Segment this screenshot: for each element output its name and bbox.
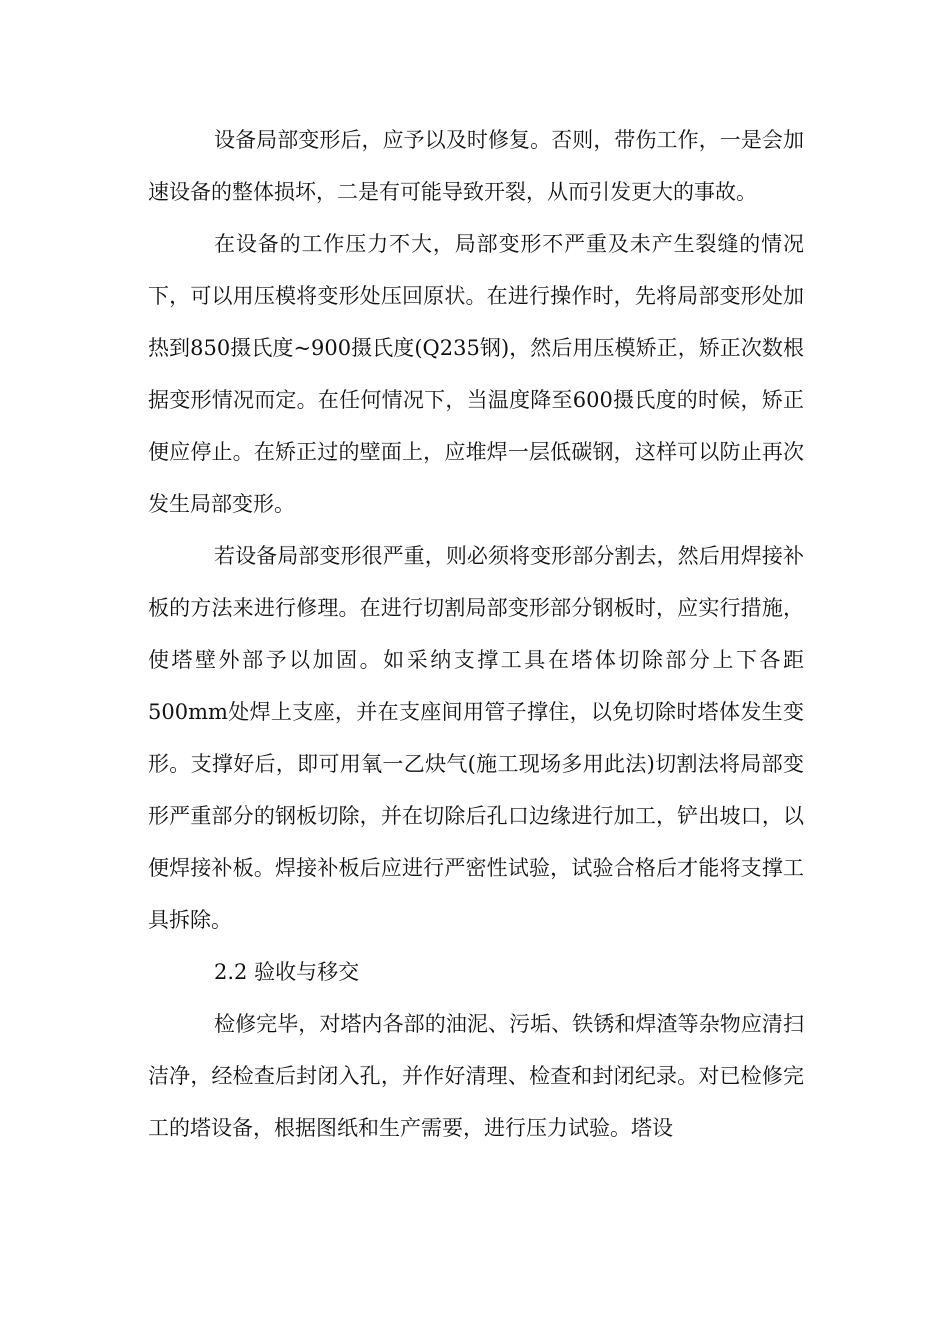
paragraph-cut-and-patch: 若设备局部变形很严重，则必须将变形部分割去，然后用焊接补板的方法来进行修理。在进行切割局部变形部分钢板时，应实行措施，使塔壁外部予以加固。如采纳支撑工具在塔体切除部分上下各距500mm处焊上支座，并在支座间用管子撑住，以免切除时塔体发生变形。支撑好后，即可用氧一乙炔气(施工现场多用此法)切割法将局部变形严重部分的钢板切除，并在切除后孔口边缘进行加工，铲出坡口，以便焊接补板。焊接补板后应进行严密性试验，试验合格后才能将支撑工具拆除。 bbox=[148, 544, 804, 932]
paragraph-press-mold-correction: 在设备的工作压力不大，局部变形不严重及未产生裂缝的情况下，可以用压模将变形处压回原状。在进行操作时，先将局部变形处加热到850摄氏度~900摄氏度(Q235钢)，然后用压模矫正，矫正次数根据变形情况而定。在任何情况下，当温度降至600摄氏度的时候，矫正便应停止。在矫正过的壁面上，应堆焊一层低碳钢，这样可以防止再次发生局部变形。 bbox=[148, 232, 804, 516]
document-body bbox=[148, 114, 804, 1154]
section-heading: 2.2 验收与移交 bbox=[214, 960, 360, 984]
paragraph-repair-timely: 设备局部变形后，应予以及时修复。否则，带伤工作，一是会加速设备的整体损坏，二是有可能导致开裂，从而引发更大的事故。 bbox=[148, 128, 804, 204]
paragraph-acceptance: 检修完毕，对塔内各部的油泥、污垢、铁锈和焊渣等杂物应清扫洁净，经检查后封闭入孔，并作好清理、检查和封闭纪录。对已检修完工的塔设备，根据图纸和生产需要，进行压力试验。塔设 bbox=[148, 1012, 804, 1140]
